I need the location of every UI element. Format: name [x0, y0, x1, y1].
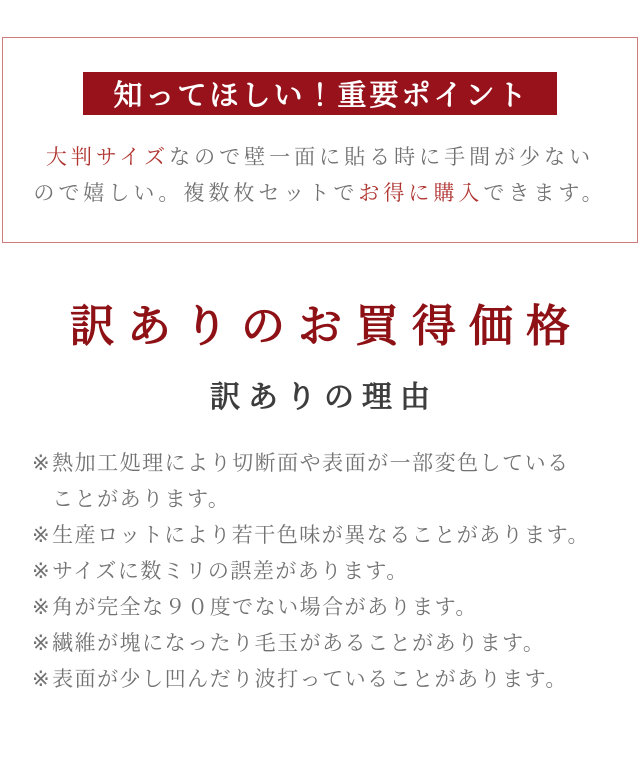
reason-text: サイズに数ミリの誤差があります。 [52, 560, 409, 583]
important-point-banner [83, 72, 557, 115]
note-marker: ※ [32, 524, 52, 547]
important-point-banner-label: 知ってほしい！重要ポイント [113, 80, 530, 112]
reason-text: 繊維が塊になったり毛玉があることがあります。 [52, 632, 546, 655]
reason-text: 生産ロットにより若干色味が異なることがあります。 [52, 524, 591, 547]
note-marker: ※ [32, 452, 52, 475]
note-marker: ※ [32, 596, 52, 619]
body-text: できます。 [483, 182, 607, 205]
reason-list-item [32, 662, 616, 698]
reason-list-item [32, 590, 616, 626]
note-marker: ※ [32, 632, 52, 655]
reason-text: 熱加工処理により切断面や表面が一部変色している ことがあります。 [52, 452, 570, 511]
reason-list-item [32, 446, 616, 518]
reason-list-item [32, 626, 616, 662]
important-point-text [3, 140, 637, 212]
reason-list-item [32, 518, 616, 554]
important-point-box [2, 37, 638, 243]
product-description-page [0, 37, 640, 760]
reason-heading: 訳ありの理由 [210, 381, 438, 414]
accent-text: お得に購入 [358, 182, 484, 205]
reason-list-item [32, 554, 616, 590]
reason-list [32, 446, 616, 698]
bargain-price-heading: 訳ありのお買得価格 [70, 302, 583, 351]
body-text: ので嬉しい。複数枚セットで [33, 182, 359, 205]
body-text: なので壁一面に貼る時に手間が少ない [169, 146, 595, 169]
reason-text: 角が完全な９０度でない場合があります。 [52, 596, 478, 619]
note-marker: ※ [32, 560, 52, 583]
accent-text: 大判サイズ [45, 146, 170, 169]
note-marker: ※ [32, 668, 52, 691]
reason-text: 表面が少し凹んだり波打っていることがあります。 [52, 668, 568, 691]
